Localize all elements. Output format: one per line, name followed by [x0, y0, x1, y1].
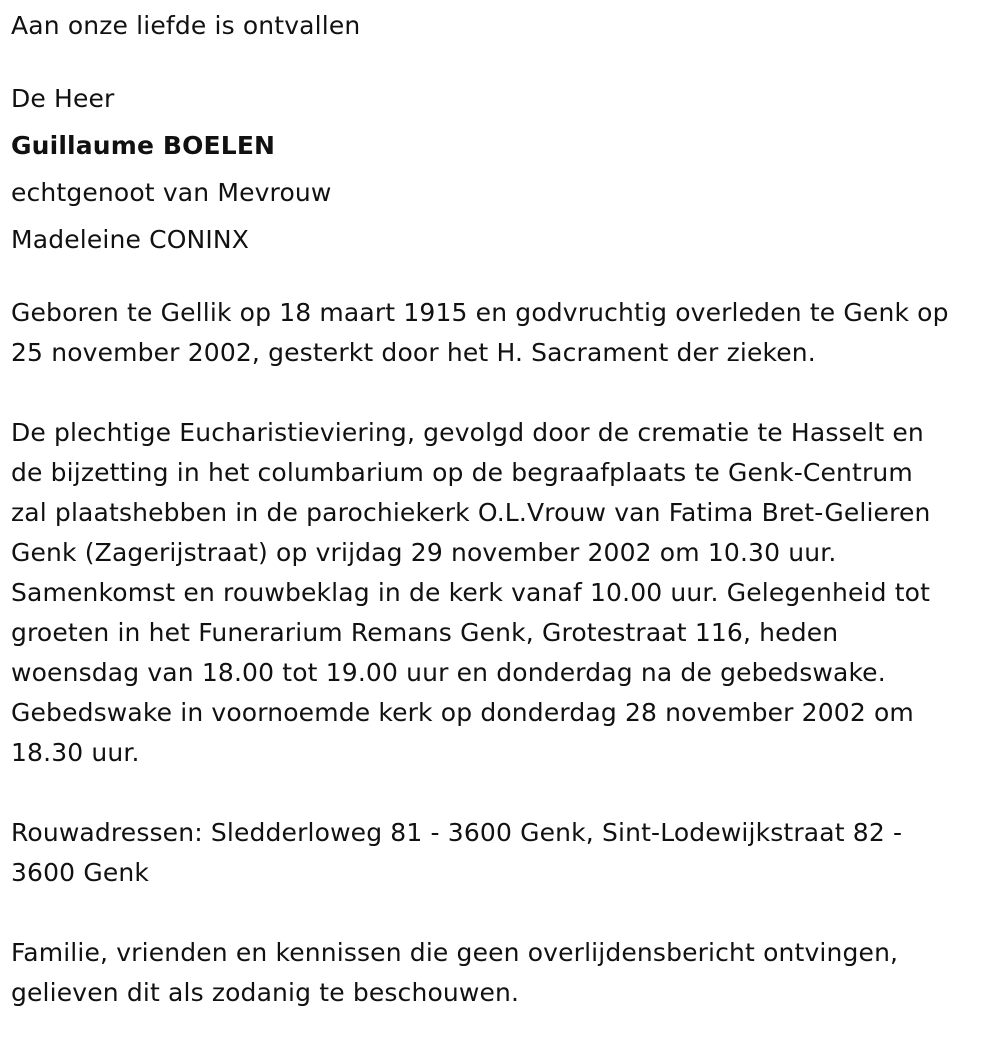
paragraph-line: 25 november 2002, gesterkt door het H. Sacrament der zieken. [11, 338, 816, 367]
paragraph-line: 18.30 uur. [11, 738, 140, 767]
addresses-paragraph [11, 813, 996, 893]
paragraph-line: gelieven dit als zodanig te beschouwen. [11, 978, 520, 1007]
paragraph-line: Geboren te Gellik op 18 maart 1915 en godvruchtig overleden te Genk op [11, 298, 949, 327]
paragraph-line: 3600 Genk [11, 858, 149, 887]
paragraph-line: Samenkomst en rouwbeklag in de kerk vanaf 10.00 uur. Gelegenheid tot [11, 578, 931, 607]
paragraph-line: Gebedswake in voornoemde kerk op donderdag 28 november 2002 om [11, 698, 914, 727]
person-name: Guillaume BOELEN [11, 131, 276, 160]
paragraph-line: Genk (Zagerijstraat) op vrijdag 29 november 2002 om 10.30 uur. [11, 538, 837, 567]
paragraph-line: de bijzetting in het columbarium op de begraafplaats te Genk-Centrum [11, 458, 913, 487]
paragraph-line: groeten in het Funerarium Remans Genk, Grotestraat 116, heden [11, 618, 839, 647]
birth-death-paragraph [11, 293, 996, 373]
person-title: De Heer [11, 84, 115, 113]
paragraph-line: woensdag van 18.00 tot 19.00 uur en donderdag na de gebedswake. [11, 658, 886, 687]
ceremony-paragraph [11, 413, 996, 773]
paragraph-line: zal plaatshebben in de parochiekerk O.L.Vrouw van Fatima Bret-Gelieren [11, 498, 931, 527]
paragraph-line: Familie, vrienden en kennissen die geen overlijdensbericht ontvingen, [11, 938, 899, 967]
intro-text: Aan onze liefde is ontvallen [11, 11, 361, 40]
person-relation: echtgenoot van Mevrouw [11, 178, 332, 207]
closing-paragraph [11, 933, 996, 1013]
spouse-name: Madeleine CONINX [11, 225, 250, 254]
paragraph-line: Rouwadressen: Sledderloweg 81 - 3600 Genk, Sint-Lodewijkstraat 82 - [11, 818, 903, 847]
paragraph-line: De plechtige Eucharistieviering, gevolgd door de crematie te Hasselt en [11, 418, 924, 447]
